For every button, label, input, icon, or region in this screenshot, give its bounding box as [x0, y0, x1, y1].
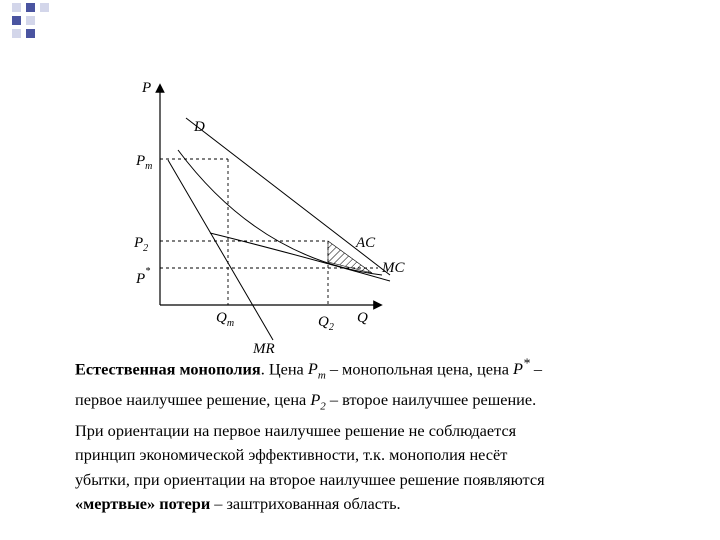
caption-pm: $P_m$: [307, 359, 326, 382]
caption-deadweight-term: «мертвые» потери: [75, 494, 211, 514]
decor-square: [26, 3, 35, 12]
caption-pstar: P*: [513, 356, 530, 379]
demand-curve: [186, 118, 390, 275]
caption-line-6: «мертвые» потери – заштрихованная область.: [75, 494, 401, 514]
caption-title: Естественная монополия: [75, 359, 261, 379]
y-axis-label: P: [142, 80, 152, 96]
qm-label: $Q_m$: [216, 310, 235, 329]
caption-p2: $P_2$: [310, 390, 326, 413]
caption-line-4: принцип экономической эффективности, т.к. монополия несёт: [75, 445, 508, 465]
caption-line-3: При ориентации на первое наилучшее решение не соблюдается: [75, 420, 517, 440]
caption-line-5: убытки, при ориентации на второе наилучшее решение появляются: [75, 469, 545, 489]
demand-label: D: [194, 119, 205, 135]
p2-label: $P_2$: [134, 235, 149, 254]
decor-square: [12, 16, 21, 25]
caption-line-2: первое наилучшее решение, цена $P_2$ – второе наилучшее решение.: [75, 390, 537, 413]
mr-label: MR: [253, 341, 275, 357]
pstar-label: P*: [136, 266, 151, 287]
caption-text: [75, 352, 673, 517]
decor-square: [12, 3, 21, 12]
q2-label: $Q_2$: [318, 314, 334, 333]
decor-square: [40, 3, 49, 12]
decor-square: [12, 29, 21, 38]
caption-line-1: Естественная монополия. Цена $P_m$ – монопольная цена, цена P* –: [75, 356, 542, 382]
slide-decoration: [0, 0, 70, 40]
mc-label: MC: [382, 260, 405, 276]
decor-square: [26, 16, 35, 25]
pm-label: $P_m$: [136, 153, 153, 172]
decor-square: [26, 29, 35, 38]
ac-label: AC: [356, 235, 376, 251]
average-cost-curve: [178, 150, 382, 275]
x-axis-label: Q: [357, 310, 368, 326]
natural-monopoly-diagram: [110, 70, 430, 360]
